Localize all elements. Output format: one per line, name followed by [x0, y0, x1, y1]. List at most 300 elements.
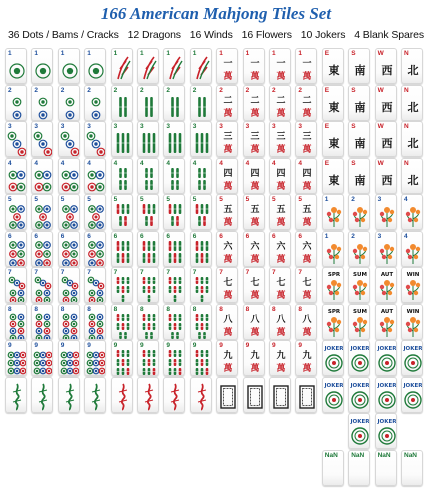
tile-corner-label: 6 [87, 232, 91, 240]
tile-corner-label: 4 [34, 159, 39, 167]
tile-corner-label: 3 [377, 232, 382, 240]
tile-corner-label: W [377, 123, 384, 130]
svg-text:北: 北 [407, 173, 419, 187]
joker-tile [401, 340, 423, 376]
cracks-tile-1 [295, 48, 317, 84]
tile-corner-label: 8 [60, 305, 65, 313]
tile-corner-label: NaN [324, 451, 338, 459]
tile-corner-label: 1 [245, 50, 250, 57]
cracks-tile-8 [243, 304, 265, 340]
svg-text:萬: 萬 [223, 364, 233, 374]
tile-corner-label: 8 [140, 305, 144, 313]
svg-text:SUM: SUM [353, 272, 368, 278]
tile-corner-label: 9 [272, 342, 276, 349]
wind-tile-東 [322, 158, 344, 194]
svg-text:萬: 萬 [302, 291, 312, 301]
bams-tile-6 [137, 231, 159, 267]
tile-corner-label: 2 [60, 86, 65, 94]
cracks-tile-5 [243, 194, 265, 230]
svg-text:萬: 萬 [250, 218, 260, 228]
flower-tile [375, 304, 397, 340]
svg-text:北: 北 [407, 100, 419, 114]
svg-text:三: 三 [250, 132, 260, 142]
tile-corner-label: 2 [34, 86, 39, 94]
bams-tile-6 [163, 231, 185, 267]
svg-text:一: 一 [223, 59, 233, 69]
bams-tile-1 [137, 48, 159, 84]
tile-corner-label: 1 [219, 50, 223, 57]
bams-tile-8 [111, 304, 133, 340]
red-dragon-tile [137, 377, 159, 413]
tile-corner-label: 9 [245, 342, 250, 349]
tile-corner-label: 2 [8, 86, 12, 94]
bams-tile-2 [163, 85, 185, 121]
tile-corner-label: 9 [113, 342, 118, 349]
tile-corner-label: 6 [192, 232, 197, 240]
tile-corner-label: 1 [140, 50, 144, 57]
svg-text:萬: 萬 [276, 254, 286, 265]
bams-tile-5 [111, 194, 133, 230]
svg-text:東: 東 [328, 64, 340, 77]
svg-text:五: 五 [223, 205, 233, 215]
tile-corner-label: S [351, 50, 356, 57]
bams-tile-9 [111, 340, 133, 376]
cracks-tile-9 [216, 340, 238, 376]
flower-tile [401, 267, 423, 303]
dots-tile-9 [58, 340, 80, 376]
cracks-tile-7 [269, 267, 291, 303]
cracks-tile-4 [216, 158, 238, 194]
svg-text:萬: 萬 [302, 364, 312, 374]
tile-corner-label: 2 [351, 232, 355, 240]
dots-tile-2 [58, 85, 80, 121]
svg-text:萬: 萬 [302, 108, 312, 119]
tile-corner-label: 2 [87, 86, 91, 94]
tile-corner-label: NaN [404, 451, 418, 459]
tile-corner-label: 8 [272, 305, 276, 313]
tile-corner-label: 4 [140, 159, 144, 167]
cracks-tile-5 [269, 194, 291, 230]
bams-tile-1 [190, 48, 212, 84]
cracks-tile-6 [269, 231, 291, 267]
cracks-tile-8 [269, 304, 291, 340]
svg-text:萬: 萬 [250, 327, 260, 338]
flower-tile [401, 231, 423, 267]
svg-text:四: 四 [302, 168, 312, 179]
cracks-tile-2 [243, 85, 265, 121]
tile-corner-label: 5 [87, 196, 91, 203]
dots-tile-9 [5, 340, 27, 376]
svg-text:二: 二 [250, 95, 260, 106]
bams-tile-NaN [348, 450, 370, 486]
white-dragon-tile [269, 377, 291, 413]
svg-text:萬: 萬 [250, 254, 260, 265]
suits-count: 36 Dots / Bams / Cracks [7, 29, 119, 41]
wind-tile-西 [375, 121, 397, 157]
tile-corner-label: 6 [219, 232, 223, 240]
svg-text:萬: 萬 [276, 145, 286, 155]
tile-corner-label: 3 [298, 123, 303, 130]
tile-corner-label: NaN [377, 451, 391, 459]
joker-tile [375, 340, 397, 376]
bams-tile-6 [190, 231, 212, 267]
svg-text:萬: 萬 [276, 327, 286, 338]
tile-corner-label: S [351, 86, 356, 94]
flower-tile [348, 304, 370, 340]
svg-text:三: 三 [302, 132, 312, 142]
svg-text:萬: 萬 [223, 145, 233, 155]
wind-tile-南 [348, 158, 370, 194]
tile-corner-label: 2 [272, 86, 276, 94]
tile-corner-label: 8 [245, 305, 250, 313]
tile-corner-label: 9 [87, 342, 91, 349]
dots-tile-5 [31, 194, 53, 230]
bams-tile-7 [163, 267, 185, 303]
wind-tile-西 [375, 85, 397, 121]
tile-corner-label: 1 [298, 50, 303, 57]
svg-text:萬: 萬 [250, 72, 260, 82]
tile-corner-label: 4 [8, 159, 12, 167]
dots-tile-8 [5, 304, 27, 340]
tile-corner-label: 5 [8, 196, 12, 203]
dots-tile-2 [84, 85, 106, 121]
tile-corner-label: 1 [192, 50, 197, 57]
tile-corner-label: 1 [272, 50, 276, 57]
svg-text:八: 八 [250, 314, 260, 325]
bams-tile-9 [190, 340, 212, 376]
dots-tile-8 [84, 304, 106, 340]
svg-text:萬: 萬 [276, 72, 286, 82]
tile-corner-label: 4 [166, 159, 171, 167]
joker-tile [348, 413, 370, 449]
wind-tile-北 [401, 48, 423, 84]
tile-corner-label: 7 [87, 269, 91, 276]
tile-corner-label: 9 [192, 342, 197, 349]
bams-tile-8 [137, 304, 159, 340]
tile-corner-label: 3 [8, 123, 12, 130]
flower-tile [375, 231, 397, 267]
cracks-tile-6 [243, 231, 265, 267]
tile-corner-label: 7 [140, 269, 144, 276]
svg-text:南: 南 [354, 173, 366, 187]
svg-text:九: 九 [250, 351, 260, 361]
tile-corner-label: 4 [60, 159, 65, 167]
tile-corner-label: 6 [298, 232, 303, 240]
red-dragon-tile [111, 377, 133, 413]
tile-corner-label: 1 [113, 50, 118, 57]
tile-corner-label: W [377, 86, 384, 94]
dots-tile-6 [31, 231, 53, 267]
joker-tile [348, 340, 370, 376]
tile-corner-label: 4 [192, 159, 197, 167]
flower-tile [322, 194, 344, 230]
bams-tile-3 [137, 121, 159, 157]
tile-corner-label: N [404, 159, 409, 167]
cracks-tile-7 [243, 267, 265, 303]
tile-corner-label: N [404, 50, 409, 57]
flower-tile [401, 304, 423, 340]
dots-tile-1 [5, 48, 27, 84]
tile-corner-label: 9 [219, 342, 223, 349]
tile-corner-label: 3 [60, 123, 65, 130]
joker-tile [348, 377, 370, 413]
bams-tile-NaN [322, 450, 344, 486]
tile-corner-label: 5 [113, 196, 118, 203]
svg-text:南: 南 [354, 64, 366, 77]
tile-corner-label: 1 [8, 50, 12, 57]
cracks-tile-3 [269, 121, 291, 157]
cracks-tile-7 [216, 267, 238, 303]
tile-corner-label: W [377, 50, 384, 57]
svg-text:六: 六 [302, 241, 312, 252]
bams-tile-9 [163, 340, 185, 376]
tile-corner-label: 2 [219, 86, 223, 94]
cracks-tile-3 [243, 121, 265, 157]
dots-tile-8 [58, 304, 80, 340]
tile-corner-label: 7 [166, 269, 171, 276]
dots-tile-2 [5, 85, 27, 121]
dots-tile-3 [84, 121, 106, 157]
svg-text:六: 六 [223, 241, 233, 252]
svg-text:一: 一 [302, 59, 312, 69]
flower-tile [322, 304, 344, 340]
winds-count: 16 Winds [189, 29, 233, 41]
svg-text:JOKER: JOKER [350, 419, 370, 425]
tile-corner-label: 6 [60, 232, 65, 240]
cracks-tile-4 [243, 158, 265, 194]
tile-corner-label: 4 [87, 159, 91, 167]
dots-tile-5 [84, 194, 106, 230]
svg-text:AUT: AUT [380, 272, 393, 278]
tile-corner-label: 6 [166, 232, 171, 240]
tile-corner-label: 1 [166, 50, 171, 57]
flower-tile [375, 194, 397, 230]
tile-corner-label: 2 [351, 196, 355, 203]
tile-corner-label: N [404, 86, 409, 94]
cracks-tile-8 [295, 304, 317, 340]
wind-tile-北 [401, 158, 423, 194]
joker-tile [322, 340, 344, 376]
svg-text:南: 南 [354, 100, 366, 114]
flower-tile [401, 194, 423, 230]
bams-tile-2 [137, 85, 159, 121]
tile-corner-label: 9 [298, 342, 303, 349]
tile-corner-label: 5 [166, 196, 171, 203]
tile-corner-label: 1 [324, 232, 329, 240]
dots-tile-6 [58, 231, 80, 267]
tile-corner-label: 7 [8, 269, 12, 276]
tile-corner-label: 8 [192, 305, 197, 313]
tile-corner-label: 9 [8, 342, 12, 349]
bams-tile-7 [137, 267, 159, 303]
cracks-tile-1 [216, 48, 238, 84]
svg-text:SUM: SUM [353, 308, 368, 315]
dots-tile-4 [5, 158, 27, 194]
tile-corner-label: 6 [272, 232, 276, 240]
bams-tile-3 [163, 121, 185, 157]
dots-tile-6 [84, 231, 106, 267]
tile-corner-label: 3 [140, 123, 144, 130]
bams-tile-6 [111, 231, 133, 267]
svg-text:JOKER: JOKER [350, 382, 370, 389]
jokers-count: 10 Jokers [300, 29, 346, 41]
tile-corner-label: 6 [140, 232, 144, 240]
svg-text:萬: 萬 [223, 108, 233, 119]
tile-corner-label: 5 [192, 196, 197, 203]
svg-text:SPR: SPR [327, 308, 340, 315]
tile-corner-label: 2 [245, 86, 250, 94]
dots-tile-7 [31, 267, 53, 303]
tile-corner-label: 6 [113, 232, 118, 240]
cracks-tile-5 [216, 194, 238, 230]
flower-tile [348, 231, 370, 267]
wind-tile-南 [348, 121, 370, 157]
dots-tile-3 [58, 121, 80, 157]
svg-text:SPR: SPR [327, 272, 340, 278]
tile-corner-label: 7 [298, 269, 303, 276]
svg-text:二: 二 [223, 95, 233, 106]
dots-tile-5 [58, 194, 80, 230]
wind-tile-東 [322, 85, 344, 121]
svg-text:二: 二 [276, 95, 286, 106]
flowers-count: 16 Flowers [241, 29, 292, 41]
svg-text:AUT: AUT [380, 308, 393, 315]
bams-tile-2 [111, 85, 133, 121]
cracks-tile-1 [269, 48, 291, 84]
cracks-tile-9 [243, 340, 265, 376]
svg-text:四: 四 [223, 168, 233, 179]
dots-tile-3 [31, 121, 53, 157]
tile-corner-label: 8 [219, 305, 223, 313]
svg-text:萬: 萬 [223, 254, 233, 265]
svg-text:JOKER: JOKER [403, 346, 423, 352]
tile-corner-label: 1 [324, 196, 329, 203]
red-dragon-tile [190, 377, 212, 413]
cracks-tile-4 [295, 158, 317, 194]
svg-text:八: 八 [276, 314, 286, 325]
flower-tile [348, 267, 370, 303]
flower-tile [375, 267, 397, 303]
dots-tile-5 [5, 194, 27, 230]
svg-text:萬: 萬 [223, 181, 233, 192]
svg-text:西: 西 [381, 100, 393, 114]
tile-corner-label: E [324, 123, 330, 130]
svg-text:南: 南 [354, 137, 366, 150]
tile-corner-label: E [324, 86, 330, 94]
dots-tile-7 [84, 267, 106, 303]
tile-corner-label: 3 [113, 123, 118, 130]
bams-tile-4 [111, 158, 133, 194]
cracks-tile-3 [295, 121, 317, 157]
tile-corner-label: 2 [166, 86, 171, 94]
tile-corner-label: 1 [60, 50, 65, 57]
cracks-tile-5 [295, 194, 317, 230]
svg-text:西: 西 [381, 173, 393, 187]
dots-tile-3 [5, 121, 27, 157]
green-dragon-tile [5, 377, 27, 413]
wind-tile-南 [348, 48, 370, 84]
svg-text:四: 四 [276, 168, 286, 179]
svg-text:九: 九 [223, 351, 233, 361]
flower-tile [348, 194, 370, 230]
tile-corner-label: 9 [140, 342, 144, 349]
wind-tile-東 [322, 48, 344, 84]
svg-text:萬: 萬 [302, 145, 312, 155]
cracks-tile-7 [295, 267, 317, 303]
dots-tile-4 [84, 158, 106, 194]
svg-text:萬: 萬 [250, 291, 260, 301]
tile-corner-label: 9 [166, 342, 171, 349]
green-dragon-tile [58, 377, 80, 413]
svg-text:萬: 萬 [276, 291, 286, 301]
bams-tile-1 [163, 48, 185, 84]
flower-tile [322, 267, 344, 303]
tile-corner-label: 4 [245, 159, 250, 167]
tile-corner-label: 7 [219, 269, 223, 276]
svg-text:萬: 萬 [250, 145, 260, 155]
dots-tile-7 [5, 267, 27, 303]
svg-text:五: 五 [302, 205, 312, 215]
svg-text:WIN: WIN [406, 272, 420, 278]
cracks-tile-6 [295, 231, 317, 267]
tile-corner-label: 8 [8, 305, 12, 313]
svg-text:西: 西 [381, 137, 393, 150]
bams-tile-4 [137, 158, 159, 194]
red-dragon-tile [163, 377, 185, 413]
svg-text:七: 七 [302, 278, 312, 288]
dots-tile-1 [31, 48, 53, 84]
tile-corner-label: 4 [298, 159, 303, 167]
joker-tile [401, 377, 423, 413]
white-dragon-tile [295, 377, 317, 413]
svg-text:北: 北 [407, 64, 419, 77]
tile-corner-label: 2 [140, 86, 144, 94]
svg-text:二: 二 [302, 95, 312, 106]
tile-corner-label: 6 [34, 232, 39, 240]
svg-text:JOKER: JOKER [377, 382, 397, 389]
flower-tile [322, 231, 344, 267]
tile-corner-label: 8 [34, 305, 39, 313]
svg-text:JOKER: JOKER [403, 382, 423, 389]
dots-tile-4 [58, 158, 80, 194]
svg-text:東: 東 [328, 100, 340, 114]
svg-text:六: 六 [276, 241, 286, 252]
tile-corner-label: 6 [245, 232, 250, 240]
blanks-count: 4 Blank Spares [354, 29, 425, 41]
joker-tile [375, 413, 397, 449]
tile-corner-label: 4 [219, 159, 223, 167]
cracks-tile-2 [269, 85, 291, 121]
tile-corner-label: 7 [60, 269, 65, 276]
page-title: 166 American Mahjong Tiles Set [100, 4, 332, 23]
svg-text:萬: 萬 [223, 327, 233, 338]
dots-tile-2 [31, 85, 53, 121]
cracks-tile-9 [269, 340, 291, 376]
wind-tile-北 [401, 85, 423, 121]
svg-text:三: 三 [223, 132, 233, 142]
svg-text:東: 東 [328, 137, 340, 150]
bams-tile-2 [190, 85, 212, 121]
dots-tile-8 [31, 304, 53, 340]
tile-corner-label: 7 [192, 269, 197, 276]
tile-corner-label: 7 [272, 269, 276, 276]
bams-tile-5 [190, 194, 212, 230]
svg-text:六: 六 [250, 241, 260, 252]
svg-text:萬: 萬 [302, 181, 312, 192]
green-dragon-tile [31, 377, 53, 413]
svg-text:萬: 萬 [223, 218, 233, 228]
tile-corner-label: 5 [298, 196, 303, 203]
